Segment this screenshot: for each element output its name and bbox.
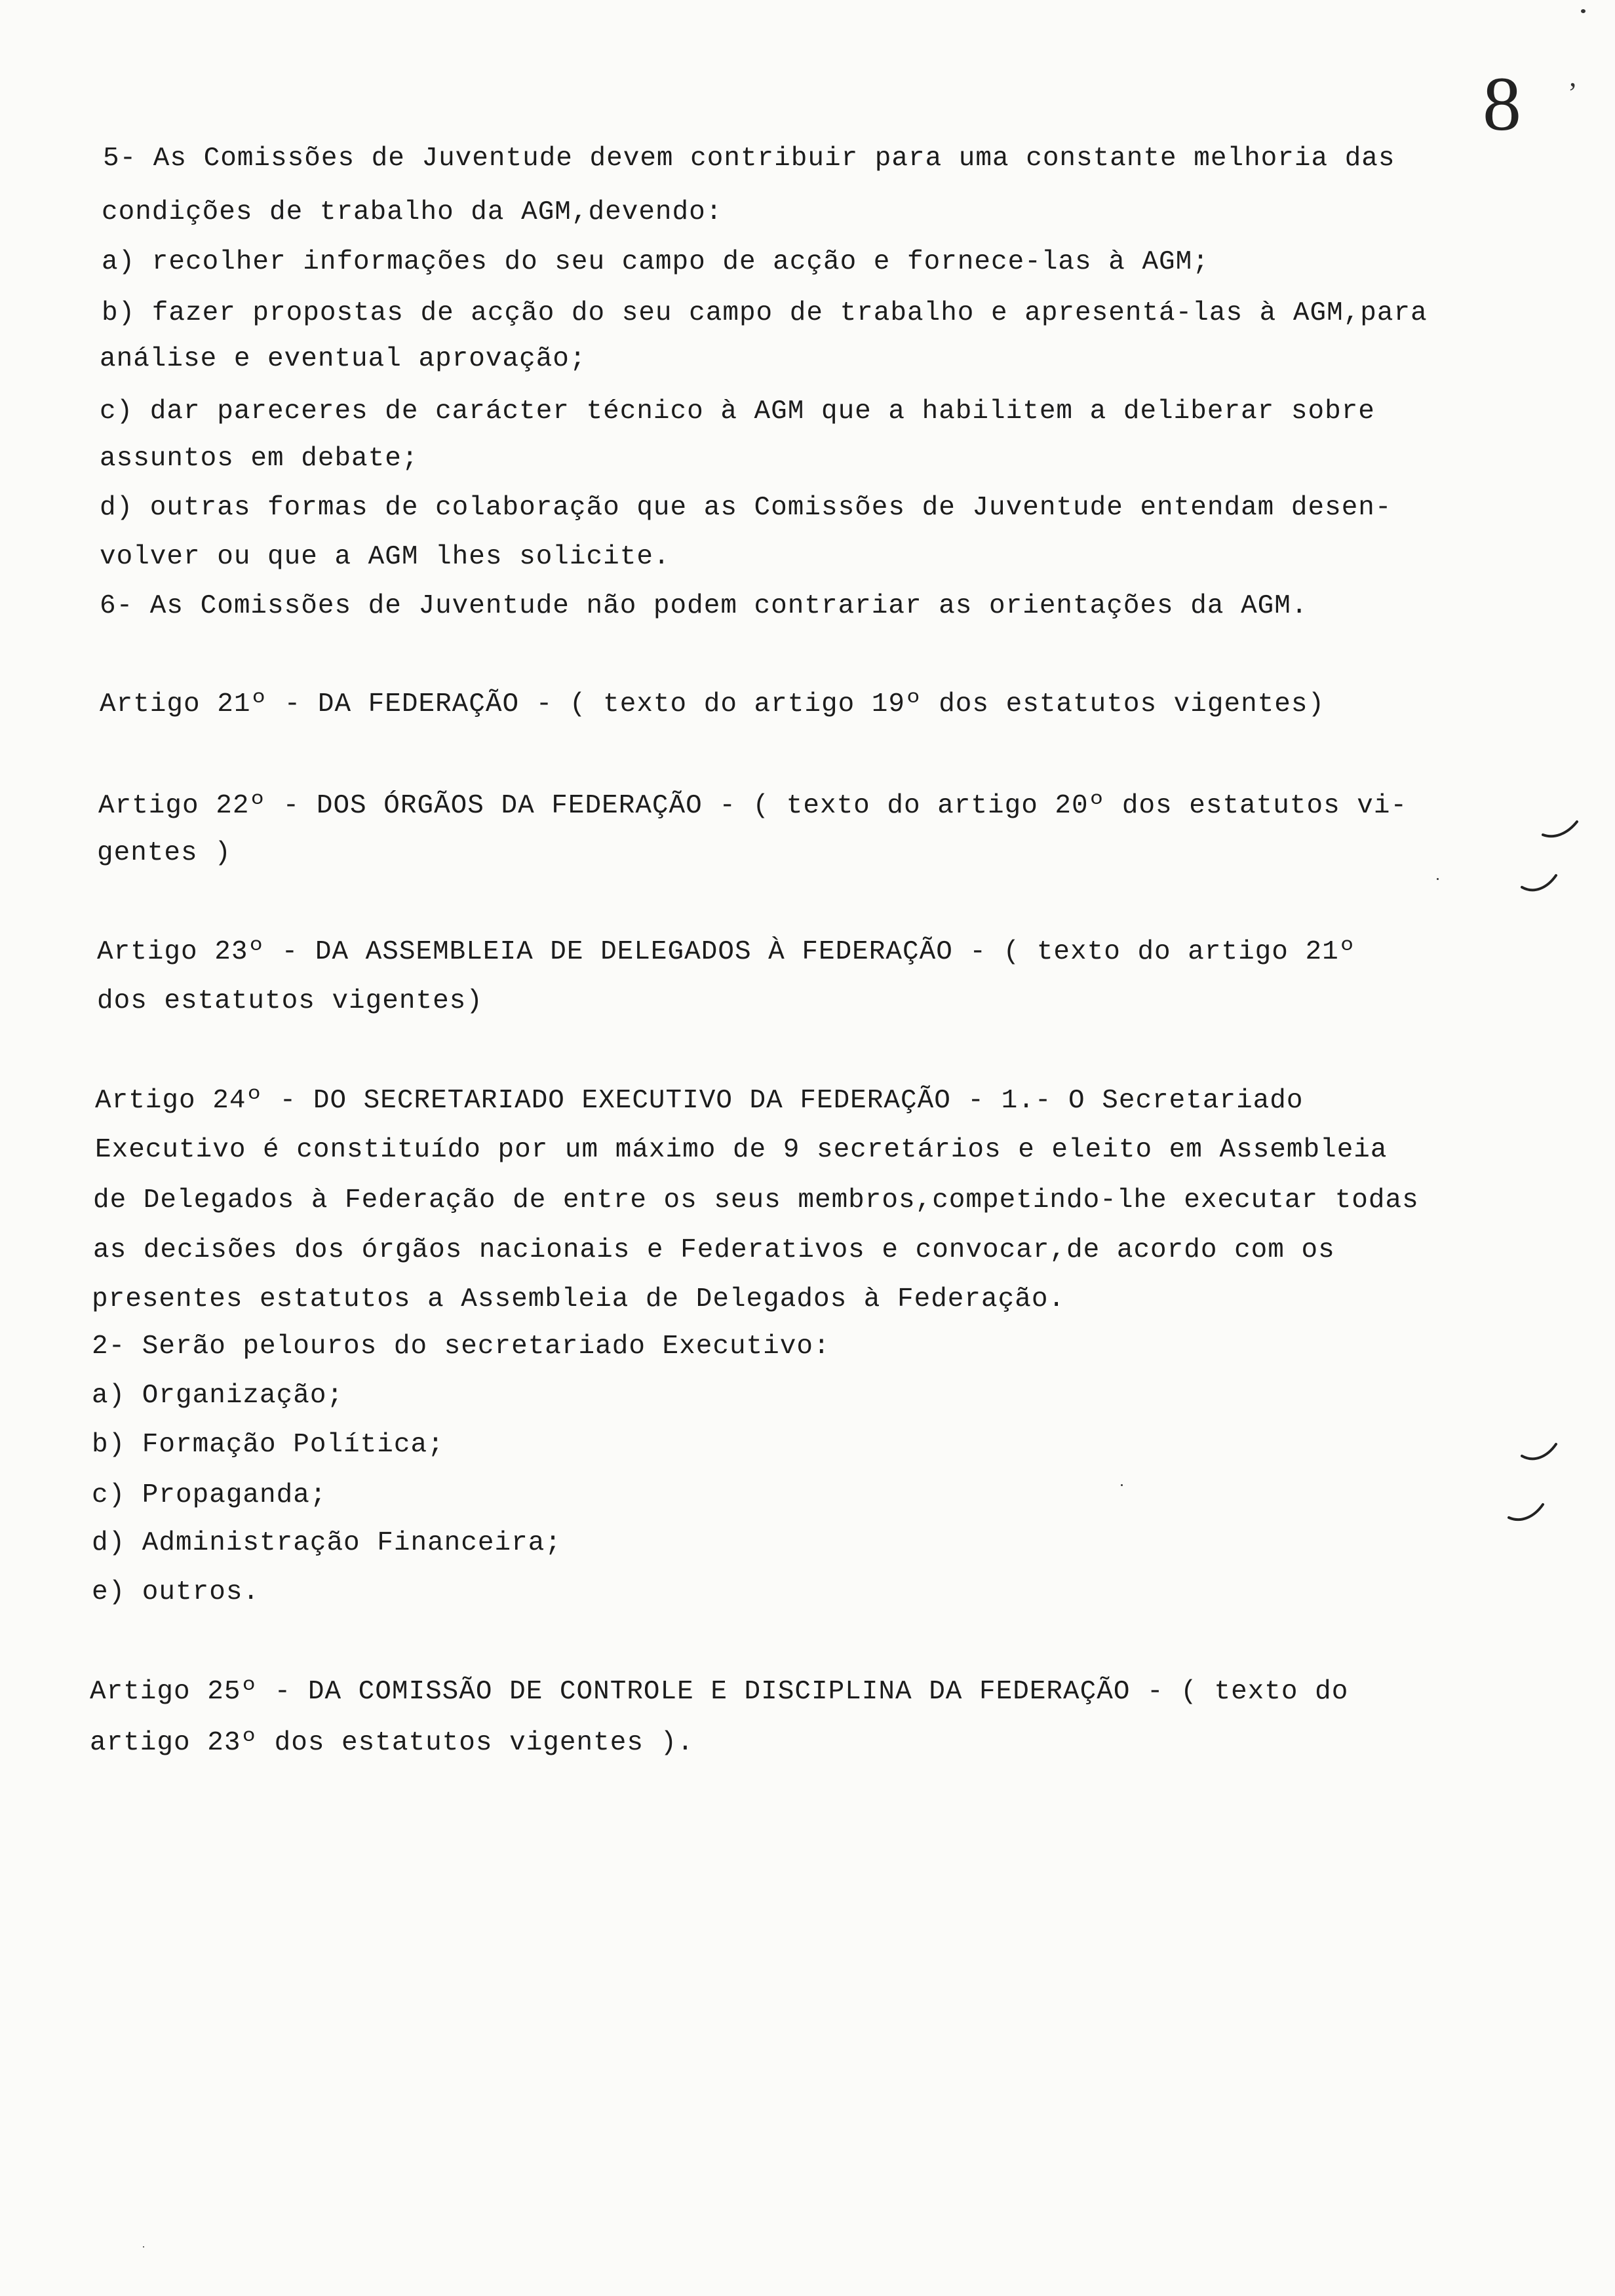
page-number-tick: ’	[1568, 77, 1578, 109]
scan-speck	[143, 2246, 144, 2248]
text-line: artigo 23º dos estatutos vigentes ).	[90, 1728, 694, 1758]
text-line: de Delegados à Federação de entre os seus membros,competindo-lhe executar todas	[93, 1185, 1419, 1215]
text-line: Artigo 25º - DA COMISSÃO DE CONTROLE E DISCIPLINA DA FEDERAÇÃO - ( texto do	[90, 1677, 1349, 1707]
text-line: b) Formação Política;	[92, 1430, 444, 1460]
text-line: b) fazer propostas de acção do seu campo de trabalho e apresentá-las à AGM,para	[102, 298, 1428, 328]
text-line: c) Propaganda;	[92, 1480, 327, 1510]
text-line: d) outras formas de colaboração que as Comissões de Juventude entendam desen-	[100, 493, 1392, 523]
text-line: volver ou que a AGM lhes solicite.	[100, 542, 671, 572]
text-line: Artigo 23º - DA ASSEMBLEIA DE DELEGADOS À FEDERAÇÃO - ( texto do artigo 21º	[97, 937, 1356, 967]
text-line: a) recolher informações do seu campo de acção e fornece-las à AGM;	[102, 247, 1209, 277]
text-line: presentes estatutos a Assembleia de Delegados à Federação.	[92, 1284, 1066, 1314]
scan-speck	[1437, 878, 1439, 880]
text-line: a) Organização;	[92, 1381, 344, 1411]
text-line: Artigo 24º - DO SECRETARIADO EXECUTIVO DA FEDERAÇÃO - 1.- O Secretariado	[95, 1086, 1304, 1116]
text-line: gentes )	[97, 838, 231, 868]
text-line: 6- As Comissões de Juventude não podem contrariar as orientações da AGM.	[100, 591, 1308, 621]
scan-speck	[1121, 1484, 1123, 1486]
corner-speck	[1581, 9, 1586, 13]
text-line: dos estatutos vigentes)	[97, 986, 483, 1016]
check-mark	[1519, 871, 1559, 898]
text-line: e) outros.	[92, 1577, 260, 1607]
text-line: d) Administração Financeira;	[92, 1528, 562, 1558]
text-line: Artigo 21º - DA FEDERAÇÃO - ( texto do artigo 19º dos estatutos vigentes)	[100, 689, 1325, 719]
check-mark	[1506, 1501, 1546, 1527]
check-mark	[1519, 1440, 1559, 1466]
text-line: as decisões dos órgãos nacionais e Federativos e convocar,de acordo com os	[93, 1235, 1335, 1265]
text-line: 5- As Comissões de Juventude devem contribuir para uma constante melhoria das	[103, 144, 1395, 174]
text-line: Executivo é constituído por um máximo de 9 secretários e eleito em Assembleia	[95, 1135, 1388, 1165]
check-mark	[1540, 818, 1580, 844]
text-line: Artigo 22º - DOS ÓRGÃOS DA FEDERAÇÃO - ( texto do artigo 20º dos estatutos vi-	[98, 791, 1408, 821]
text-line: condições de trabalho da AGM,devendo:	[102, 197, 723, 227]
text-line: 2- Serão pelouros do secretariado Executivo:	[92, 1331, 830, 1362]
text-line: análise e eventual aprovação;	[100, 344, 587, 374]
text-line: assuntos em debate;	[100, 444, 419, 474]
text-line: c) dar pareceres de carácter técnico à AGM que a habilitem a deliberar sobre	[100, 396, 1375, 427]
page-number: 8	[1483, 61, 1521, 147]
